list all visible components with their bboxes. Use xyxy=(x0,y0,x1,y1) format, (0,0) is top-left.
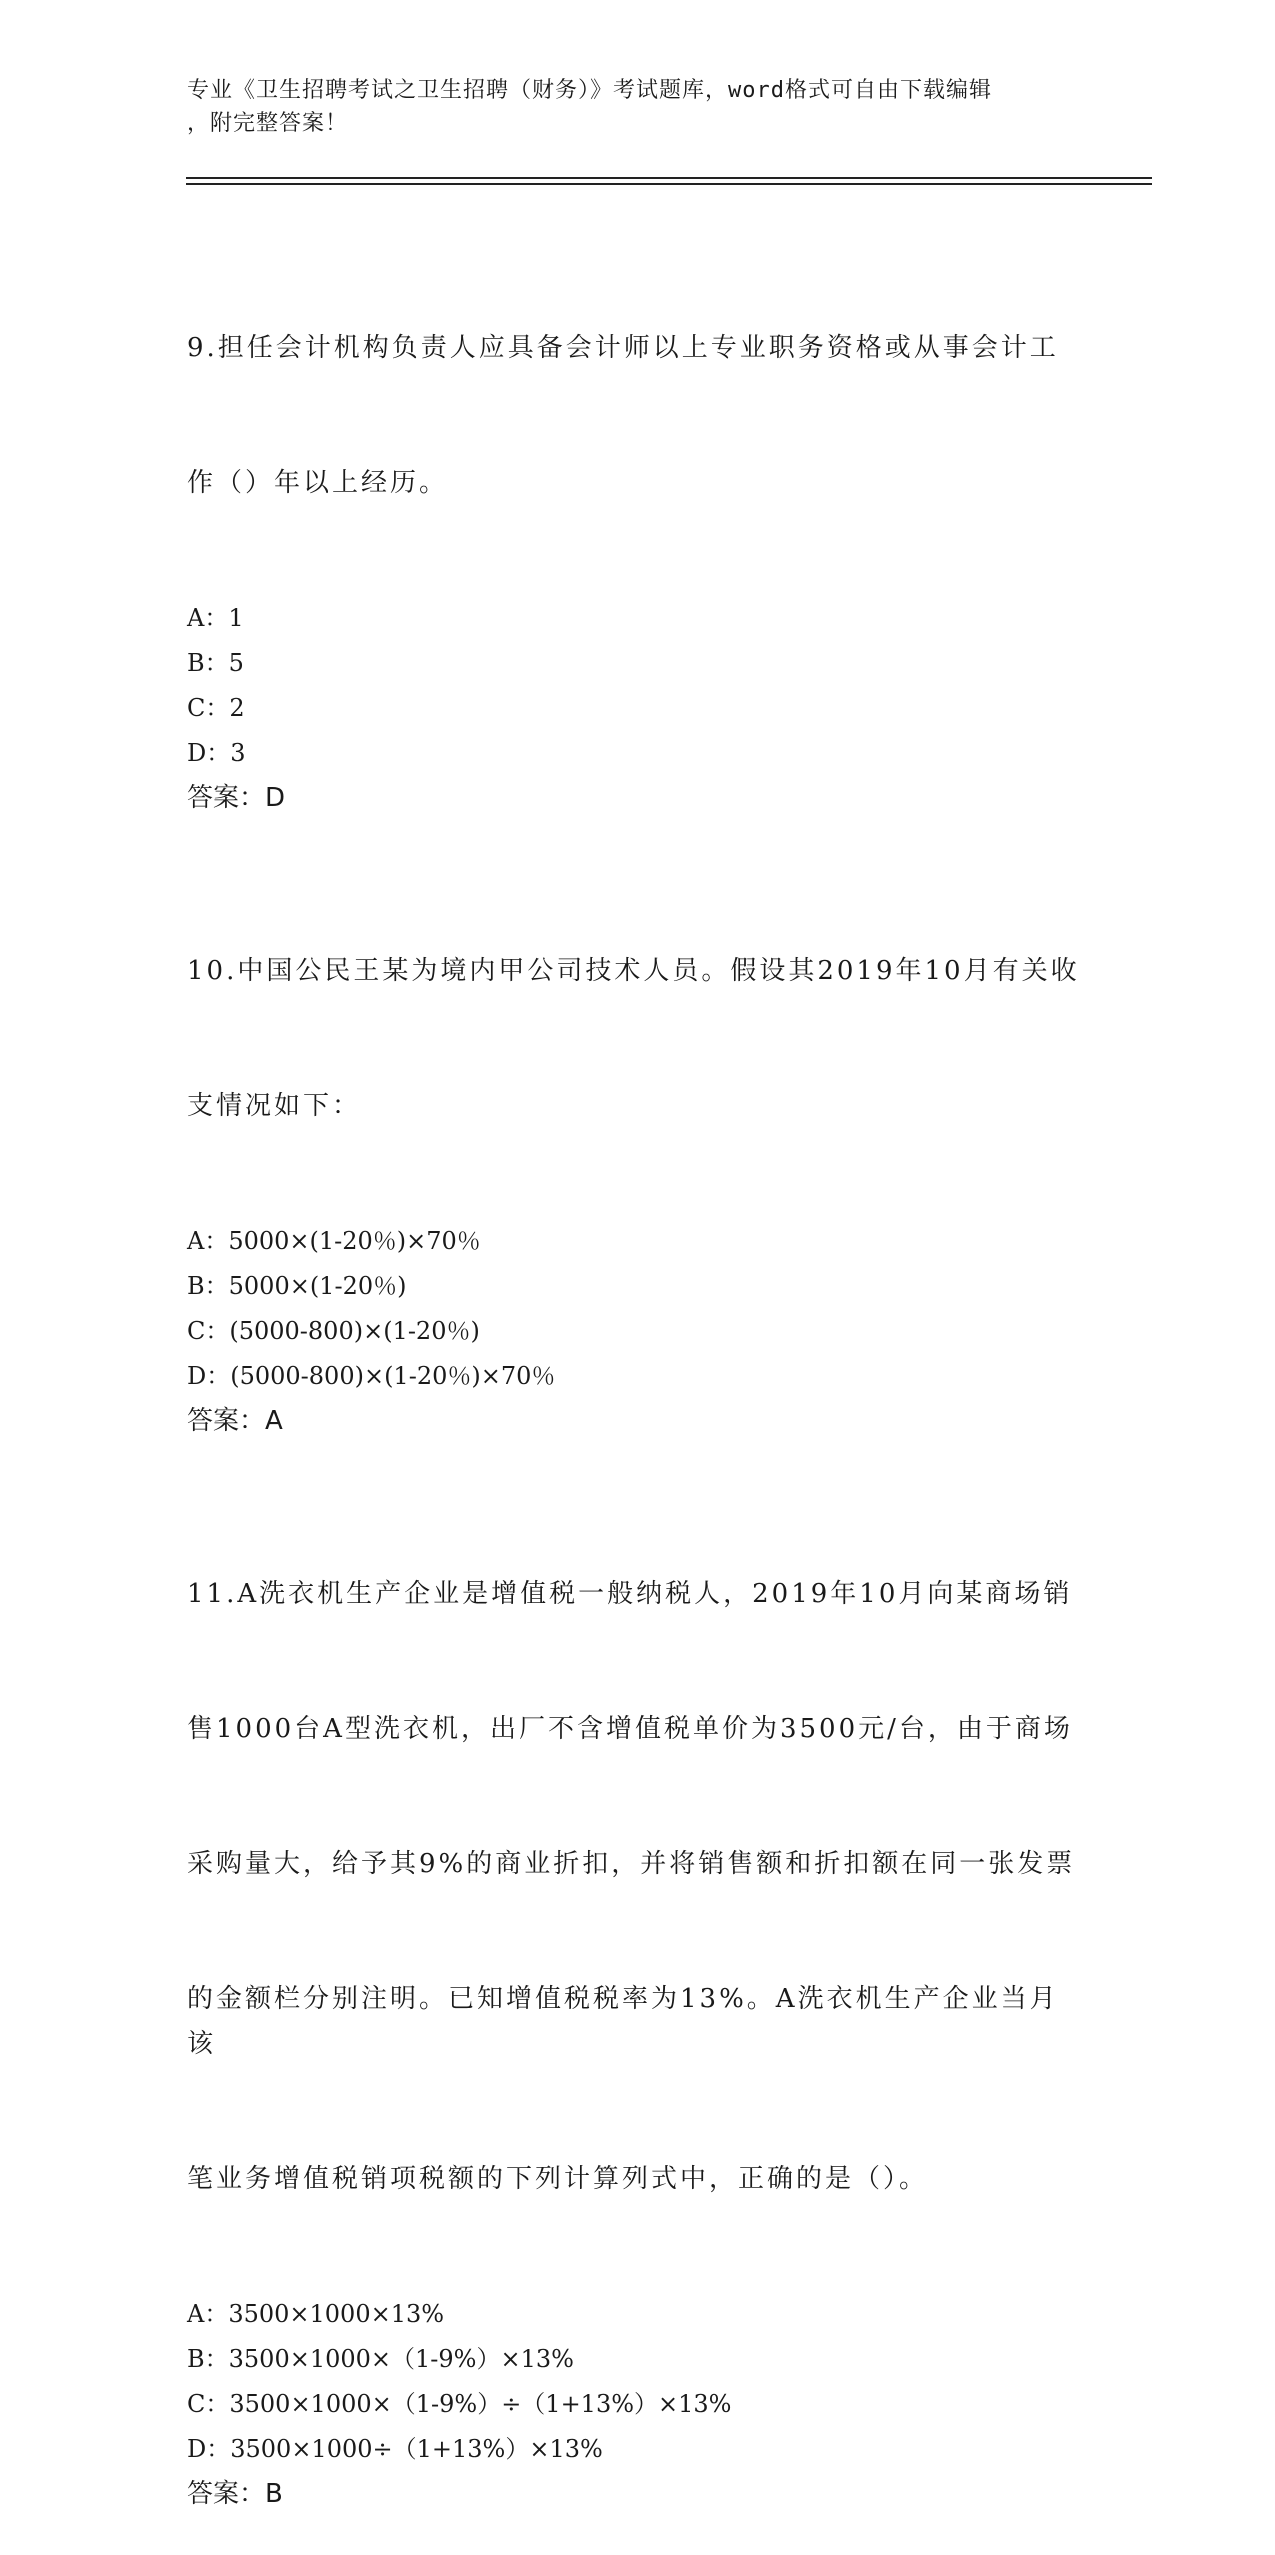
document-header xyxy=(187,74,1067,140)
question-stem-line: 的金额栏分别注明。已知增值税税率为13%。A洗衣机生产企业当月该 xyxy=(187,1984,1059,2059)
header-divider-bottom xyxy=(186,183,1152,185)
answer: 答案：A xyxy=(187,1406,283,1436)
question-9 xyxy=(187,236,1087,821)
option-d: D：3 xyxy=(187,739,246,767)
header-line: ，附完整答案！ xyxy=(187,111,349,136)
question-stem-line: 支情况如下： xyxy=(187,1091,362,1121)
header-divider-top xyxy=(186,177,1152,179)
answer: 答案：B xyxy=(187,2479,283,2509)
option-a: A：1 xyxy=(187,604,244,632)
question-stem xyxy=(187,859,1087,1219)
question-list xyxy=(187,236,1087,2555)
option-c: C：(5000-800)×(1-20％) xyxy=(187,1317,480,1345)
question-stem xyxy=(187,236,1087,596)
option-a: A：5000×(1-20％)×70％ xyxy=(187,1227,481,1255)
question-stem xyxy=(187,1482,1087,2292)
question-stem-line: 11.A洗衣机生产企业是增值税一般纳税人，2019年10月向某商场销 xyxy=(187,1579,1073,1609)
option-c: C：3500×1000×（1-9%）÷（1+13%）×13% xyxy=(187,2390,732,2418)
option-b: B：5 xyxy=(187,649,244,677)
option-a: A：3500×1000×13% xyxy=(187,2300,445,2328)
question-stem-line: 9.担任会计机构负责人应具备会计师以上专业职务资格或从事会计工 xyxy=(187,333,1059,363)
option-c: C：2 xyxy=(187,694,245,722)
question-10 xyxy=(187,859,1087,1444)
question-stem-line: 采购量大，给予其9%的商业折扣，并将销售额和折扣额在同一张发票 xyxy=(187,1849,1076,1879)
option-d: D：(5000-800)×(1-20％)×70％ xyxy=(187,1362,556,1390)
question-stem-line: 10.中国公民王某为境内甲公司技术人员。假设其2019年10月有关收 xyxy=(187,956,1080,986)
option-b: B：3500×1000×（1-9%）×13% xyxy=(187,2345,574,2373)
question-stem-line: 售1000台A型洗衣机，出厂不含增值税单价为3500元/台，由于商场 xyxy=(187,1714,1073,1744)
header-line: 专业《卫生招聘考试之卫生招聘（财务）》考试题库，word格式可自由下载编辑 xyxy=(187,78,992,103)
question-stem-line: 作（）年以上经历。 xyxy=(187,468,449,498)
question-stem-line: 笔业务增值税销项税额的下列计算列式中，正确的是（）。 xyxy=(187,2164,929,2194)
option-b: B：5000×(1-20％) xyxy=(187,1272,407,1300)
answer: 答案：D xyxy=(187,783,286,813)
option-d: D：3500×1000÷（1+13%）×13% xyxy=(187,2435,603,2463)
question-11 xyxy=(187,1482,1087,2517)
